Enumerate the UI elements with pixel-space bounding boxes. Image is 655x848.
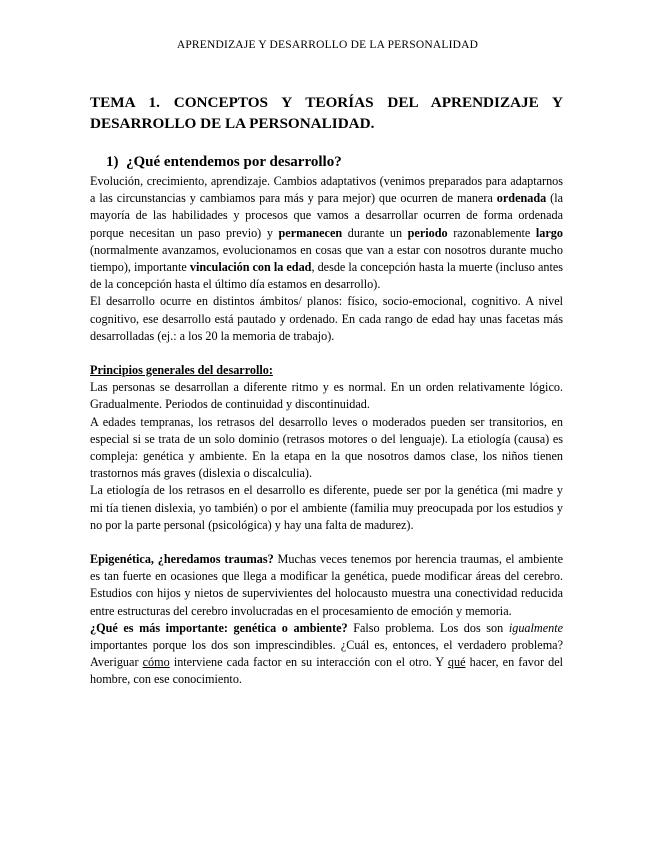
text-run: , desde la concepción hasta la muerte (incluso antes de la concepción hasta el último día estamos en desarrollo). xyxy=(90,260,563,292)
bold-term-largo: largo xyxy=(535,225,563,240)
paragraph-principios-3: La etiología de los retrasos en el desarrollo es diferente, puede ser por la genética (mi madre y mi tía tienen dislexia, yo también) o por el ambiente (familia muy preocupada por los estudios y no por la parte personal (psicológica) y hay una falta de madurez). xyxy=(90,483,563,532)
text-run: (normalmente avanzamos, evolucionamos en cosas que van a estar con nosotros durante mucho tiempo), importante xyxy=(90,242,563,275)
text-run: razonablemente xyxy=(447,225,536,240)
text-run: Muchas veces tenemos por herencia traumas, el ambiente es tan fuerte en ocasiones que llega a modificar la genética, puede modificar áreas del cerebro. Estudios con hijos y nietos de supervivientes del holocausto muestra una conectividad reducida entre estructuras del cerebro involucradas en el procesamiento de emoción y memoria. xyxy=(90,552,563,618)
text-run: Evolución, crecimiento, aprendizaje. Cambios adaptativos (venimos preparados para adaptarnos a las circunstancias y cambiamos para más y para mejor) que ocurren de manera xyxy=(90,174,563,206)
chapter-title-line-2: DESARROLLO DE LA PERSONALIDAD. xyxy=(90,115,375,132)
underlined-term-como: cómo xyxy=(142,655,170,670)
paragraph-principios-2: A edades tempranas, los retrasos del desarrollo leves o moderados pueden ser transitorios, en especial si se trata de un solo dominio (retrasos motores o del lenguaje). La etiología (causa) es compleja: genética y ambiente. En la etapa en la que nosotros damos clase, los niños tienen trastornos más graves (dislexia o discalculia). xyxy=(90,414,563,481)
underlined-term-que: qué xyxy=(447,655,466,670)
paragraph-principios-1: Las personas se desarrollan a diferente ritmo y es normal. En un orden relativamente lógico. Gradualmente. Periodos de continuidad y discontinuidad. xyxy=(90,380,563,412)
text-run: (la mayoría de las habilidades y procesos que vamos a desarrollar ocurren de forma ordenada porque necesitan un paso previo) y xyxy=(90,191,563,240)
bold-term-permanecen: permanecen xyxy=(278,225,343,240)
epigenetica-heading: Epigenética, ¿heredamos traumas? xyxy=(90,552,274,567)
running-header: APRENDIZAJE Y DESARROLLO DE LA PERSONALIDAD xyxy=(176,39,479,51)
section-heading xyxy=(106,154,342,171)
paragraph-gap xyxy=(90,345,563,362)
chapter-title xyxy=(90,92,563,134)
text-run: hacer, en favor del hombre, con ese conocimiento. xyxy=(90,655,564,687)
text-run: Falso problema. Los dos son xyxy=(347,620,509,635)
bold-term-ordenada: ordenada xyxy=(496,191,547,206)
chapter-title-line-1: TEMA 1. CONCEPTOS Y TEORÍAS DEL APRENDIZAJE Y xyxy=(90,94,563,111)
paragraph-importante xyxy=(90,620,563,689)
paragraph-gap xyxy=(90,534,563,551)
principios-heading xyxy=(90,362,563,379)
bold-term-vinculacion: vinculación con la edad xyxy=(189,260,312,275)
section-heading-text: ¿Qué entendemos por desarrollo? xyxy=(126,154,342,170)
text-run: interviene cada factor en su interacción con el otro. Y xyxy=(169,655,448,670)
paragraph-definition xyxy=(90,173,563,293)
paragraph-ambitos: El desarrollo ocurre en distintos ámbitos/ planos: físico, socio-emocional, cognitivo. A nivel cognitivo, ese desarrollo está pautado y ordenado. En cada rango de edad hay unas facetas más desarrolladas (ej.: a los 20 la memoria de trabajo). xyxy=(90,294,563,343)
principios-heading-text: Principios generales del desarrollo: xyxy=(90,363,273,378)
text-run: importantes porque los dos son imprescindibles. ¿Cuál es, entonces, el verdadero problema? Averiguar xyxy=(90,638,563,670)
text-run: durante un xyxy=(342,225,408,240)
body-content xyxy=(90,173,563,689)
importante-heading: ¿Qué es más importante: genética o ambiente? xyxy=(90,620,348,635)
paragraph-epigenetica xyxy=(90,551,563,620)
bold-term-periodo: periodo xyxy=(407,225,448,240)
section-number: 1) xyxy=(106,154,119,170)
italic-term-igualmente: igualmente xyxy=(508,620,563,635)
